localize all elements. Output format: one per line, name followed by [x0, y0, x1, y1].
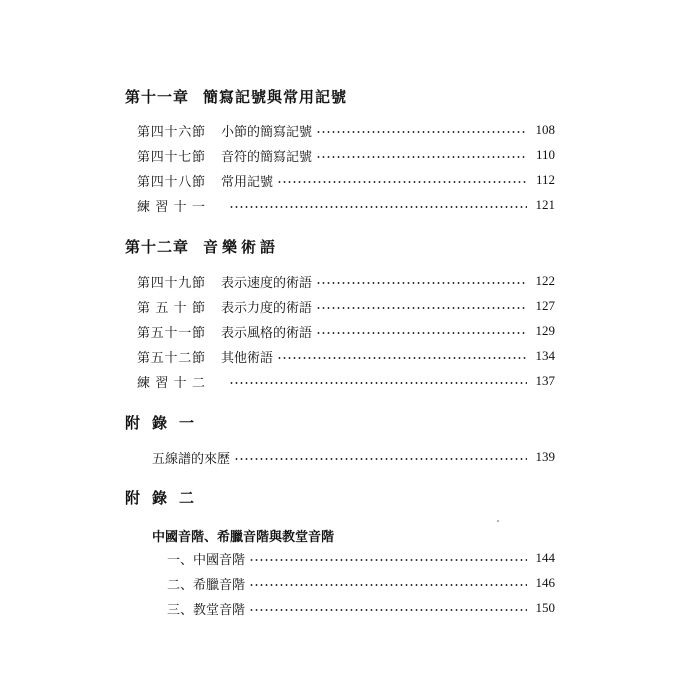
appendix-1-heading: 附錄一	[125, 414, 207, 432]
chapter-label: 第十二章	[125, 238, 190, 256]
toc-entry[interactable]	[137, 297, 555, 315]
leader-dots	[316, 307, 527, 309]
toc-entry[interactable]	[137, 196, 555, 214]
leader-dots	[316, 131, 527, 133]
leader-dots	[316, 156, 527, 158]
leader-dots	[249, 609, 527, 611]
leader-dots	[277, 357, 527, 359]
entry-title: 音符的簡寫記號	[221, 149, 313, 165]
entry-title: 一、中國音階	[167, 552, 246, 568]
page-number: 139	[535, 449, 555, 464]
toc-entry[interactable]	[167, 599, 555, 617]
leader-dots	[249, 584, 527, 586]
section-label: 第五十節	[137, 300, 205, 316]
page-number: 144	[535, 550, 555, 565]
chapter-title: 簡寫記號與常用記號	[203, 88, 348, 106]
toc-entry[interactable]	[137, 171, 555, 189]
section-label: 第四十六節	[137, 124, 205, 140]
entry-title: 常用記號	[221, 174, 274, 190]
toc-entry[interactable]	[167, 574, 555, 592]
entry-title: 五線譜的來歷	[152, 451, 231, 467]
toc-entry[interactable]	[137, 372, 555, 390]
chapter-12-heading	[125, 236, 279, 257]
leader-dots	[234, 458, 527, 460]
toc-entry[interactable]	[137, 146, 555, 164]
page-number: 110	[535, 147, 555, 162]
toc-entry[interactable]	[137, 121, 555, 139]
page-number: 127	[535, 298, 555, 313]
chapter-label: 第十一章	[125, 88, 190, 106]
entry-title: 表示風格的術語	[221, 325, 313, 341]
section-label: 第五十一節	[137, 325, 205, 341]
entry-title: 小節的簡寫記號	[221, 124, 313, 140]
page-number: 108	[535, 122, 555, 137]
leader-dots	[316, 332, 527, 334]
section-label: 第四十八節	[137, 174, 205, 190]
toc-entry[interactable]	[167, 549, 555, 567]
section-label: 第五十二節	[137, 350, 205, 366]
leader-dots	[277, 181, 527, 183]
section-label: 練習十一	[137, 199, 205, 215]
entry-title: 三、教堂音階	[167, 602, 246, 618]
page-number: 150	[535, 600, 555, 615]
page-number: 112	[535, 172, 555, 187]
leader-dots	[316, 282, 527, 284]
toc-entry[interactable]	[137, 322, 555, 340]
toc-entry[interactable]	[137, 347, 555, 365]
section-label: 第四十九節	[137, 275, 205, 291]
toc-entry[interactable]	[152, 448, 555, 466]
toc-entry[interactable]	[137, 272, 555, 290]
page-number: 121	[535, 197, 555, 212]
leader-dots	[229, 382, 527, 384]
section-label: 練習十二	[137, 375, 205, 391]
appendix-2-heading: 附錄二	[125, 489, 207, 507]
entry-title: 其他術語	[221, 350, 274, 366]
leader-dots	[229, 206, 527, 208]
leader-dots	[249, 559, 527, 561]
page-number: 134	[535, 348, 555, 363]
page-number: 137	[535, 373, 555, 388]
chapter-11-heading	[125, 86, 347, 107]
entry-title: 二、希臘音階	[167, 577, 246, 593]
appendix-subheading: 中國音階、希臘音階與教堂音階	[152, 530, 335, 545]
page-number: 146	[535, 575, 555, 590]
page-number: 122	[535, 273, 555, 288]
section-label: 第四十七節	[137, 149, 205, 165]
entry-title: 表示力度的術語	[221, 300, 313, 316]
entry-title: 表示速度的術語	[221, 275, 313, 291]
chapter-title: 音樂術語	[203, 238, 280, 256]
speck	[497, 520, 499, 522]
page-number: 129	[535, 323, 555, 338]
